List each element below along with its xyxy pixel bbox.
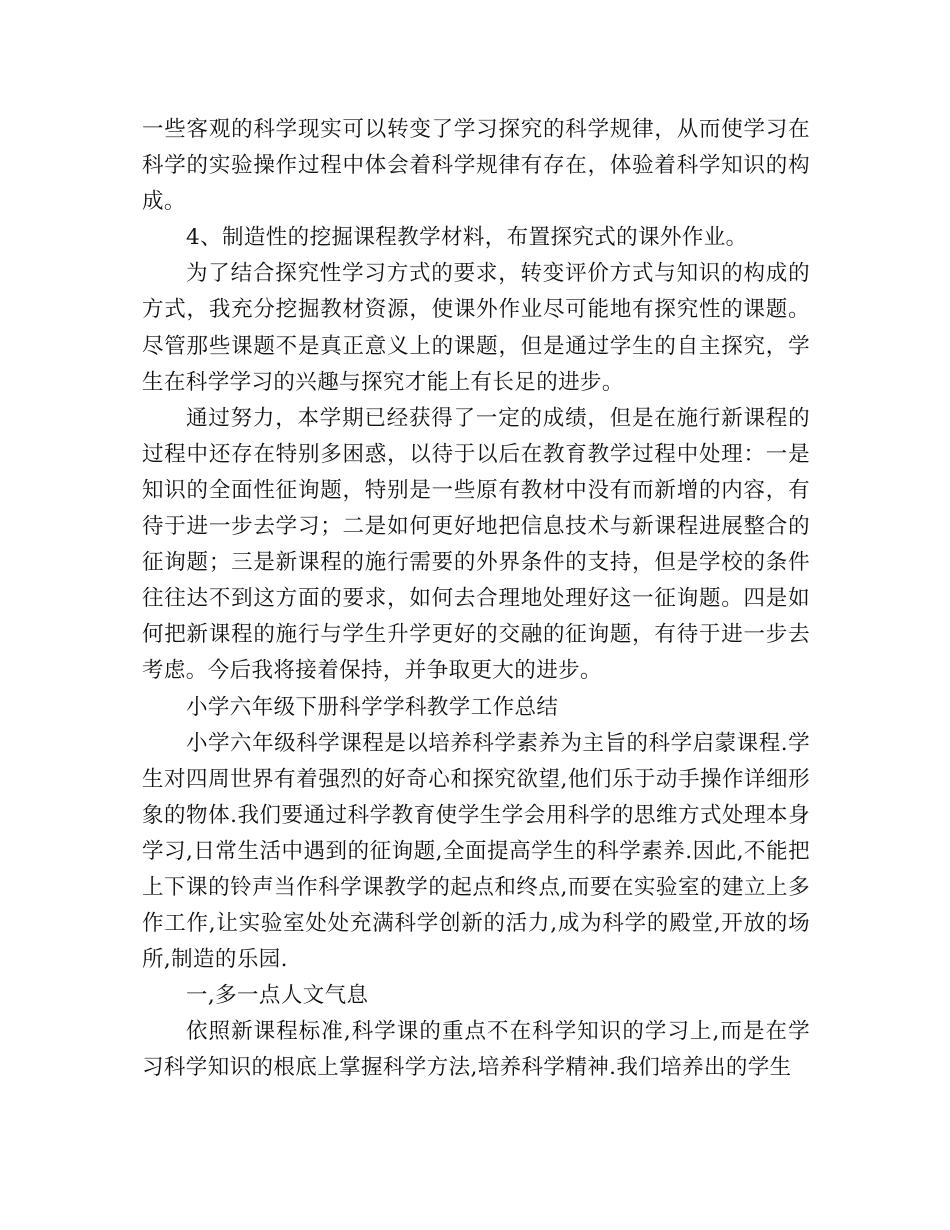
paragraph-summary: 通过努力，本学期已经获得了一定的成绩，但是在施行新课程的过程中还存在特别多困惑，以待于以后在教育教学过程中处理：一是知识的全面性征询题，特别是一些原有教材中没有而新增的内容，有待于进一步去学习；二是如何更好地把信息技术与新课程进展整合的征询题；三是新课程的施行需要的外界条件的支持，但是学校的条件往往达不到这方面的要求，如何去合理地处理好这一征询题。四是如何把新课程的施行与学生升学更好的交融的征询题，有待于进一步去考虑。今后我将接着保持，并争取更大的进步。 bbox=[142, 405, 810, 684]
document-body bbox=[142, 112, 810, 1087]
paragraph-item-4: 4、制造性的挖掘课程教学材料，布置探究式的课外作业。 bbox=[186, 225, 748, 251]
paragraph-curriculum: 依照新课程标准,科学课的重点不在科学知识的学习上,而是在学习科学知识的根底上掌握科学方法,培养科学精神.我们培养出的学生 bbox=[142, 1019, 810, 1081]
section-title: 小学六年级下册科学学科教学工作总结 bbox=[186, 694, 559, 720]
paragraph-intro: 小学六年级科学课程是以培养科学素养为主旨的科学启蒙课程.学生对四周世界有着强烈的好奇心和探究欲望,他们乐于动手操作详细形象的物体.我们要通过科学教育使学生学会用科学的思维方式处理本身学习,日常生活中遇到的征询题,全面提高学生的科学素养.因此,不能把上下课的铃声当作科学课教学的起点和终点,而要在实验室的建立上多作工作,让实验室处处充满科学创新的活力,成为科学的殿堂,开放的场所,制造的乐园. bbox=[142, 730, 810, 973]
paragraph-homework: 为了结合探究性学习方式的要求，转变评价方式与知识的构成的方式，我充分挖掘教材资源，使课外作业尽可能地有探究性的课题。尽管那些课题不是真正意义上的课题，但是通过学生的自主探究，学生在科学学习的兴趣与探究才能上有长足的进步。 bbox=[142, 261, 810, 395]
paragraph-continued: 一些客观的科学现实可以转变了学习探究的科学规律，从而使学习在科学的实验操作过程中体会着科学规律有存在，体验着科学知识的构成。 bbox=[142, 117, 810, 215]
subheading-humanities: 一,多一点人文气息 bbox=[186, 983, 369, 1009]
